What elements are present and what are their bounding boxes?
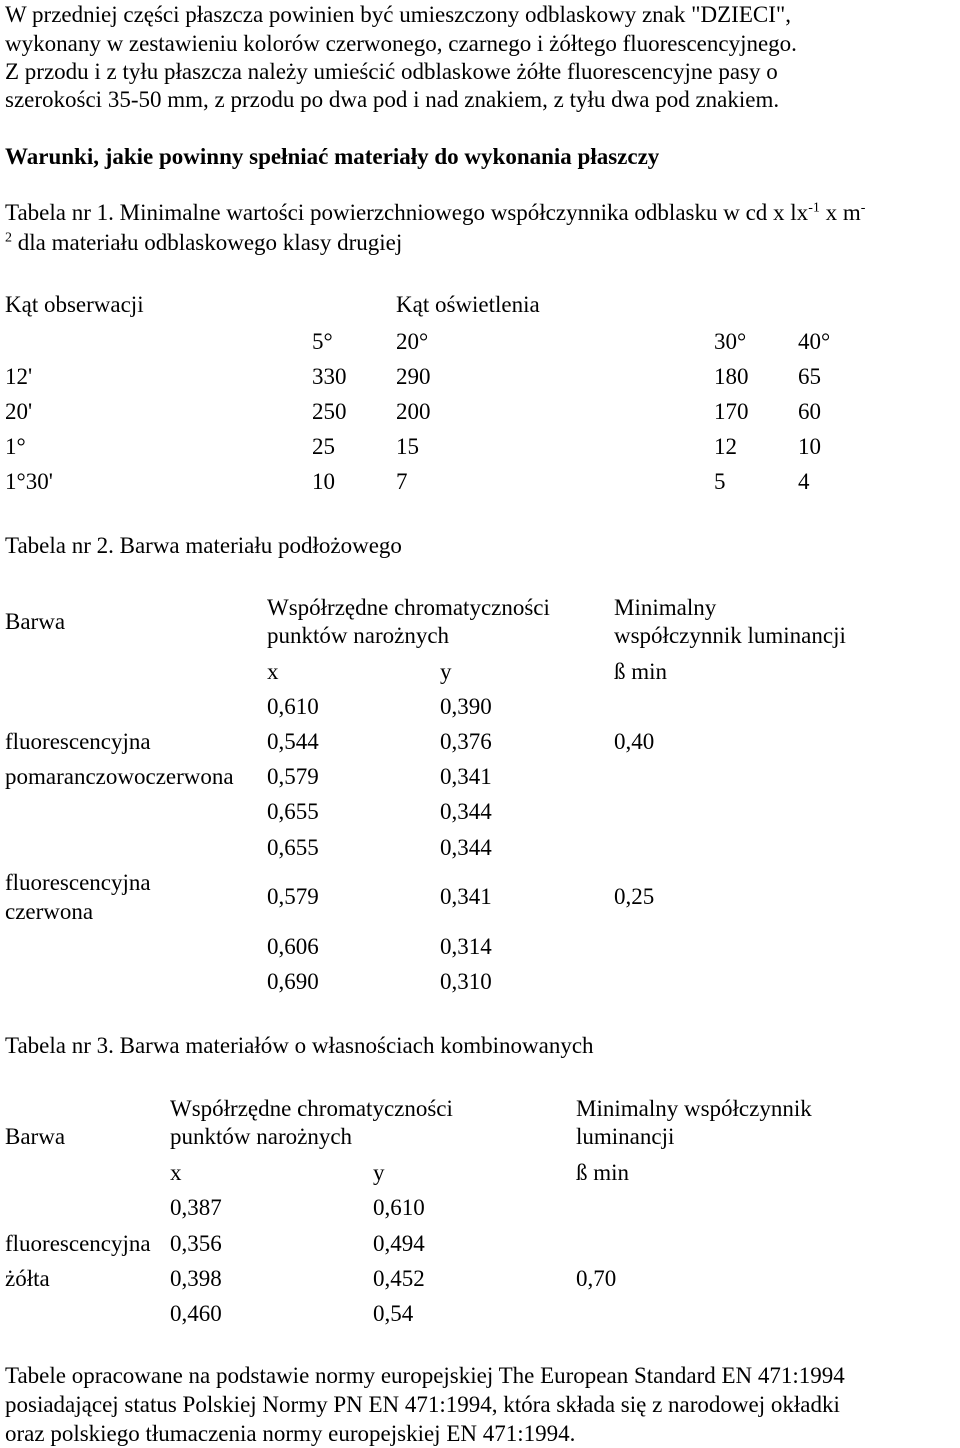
table3-caption: Tabela nr 3. Barwa materiałów o własnościach kombinowanych <box>5 1033 594 1058</box>
table3-header-luminance-line-1: Minimalny współczynnik <box>576 1096 812 1121</box>
table1-cell: 60 <box>798 399 821 424</box>
table1-cell: 170 <box>714 399 749 424</box>
table2-cell-x: 0,544 <box>267 729 319 754</box>
section-heading: Warunki, jakie powinny spełniać materiały do wykonania płaszczy <box>5 144 660 169</box>
table1-cell: 250 <box>312 399 347 424</box>
intro-line-2: wykonany w zestawieniu kolorów czerwonego, czarnego i żółtego fluorescencyjnego. <box>5 31 797 56</box>
footer-line-1: Tabele opracowane na podstawie normy europejskiej The European Standard EN 471:1994 <box>5 1363 845 1388</box>
table2-cell-x: 0,606 <box>267 934 319 959</box>
table3-header-coords-line-2: punktów narożnych <box>170 1124 353 1149</box>
table2-subheader-beta: ß min <box>614 659 668 684</box>
table1-angle-20: 20° <box>396 329 429 354</box>
table2-cell-x: 0,610 <box>267 694 319 719</box>
table2-cell-y: 0,314 <box>440 934 492 959</box>
table1-cell: 65 <box>798 364 821 389</box>
table1-cell: 200 <box>396 399 431 424</box>
table2-cell-y: 0,344 <box>440 835 492 860</box>
table3-header-luminance-line-2: luminancji <box>576 1124 675 1149</box>
table1-caption-unit: x m <box>819 200 861 225</box>
table1-cell: 10 <box>312 469 335 494</box>
table3-row-label: żółta <box>5 1266 50 1291</box>
table1-caption-line-1 <box>5 198 865 227</box>
footer-line-3: oraz polskiego tłumaczenia normy europejskiej EN 471:1994. <box>5 1421 576 1446</box>
table1-cell: 290 <box>396 364 431 389</box>
table2-cell-beta: 0,25 <box>614 884 655 909</box>
table3-cell-beta: 0,70 <box>576 1266 617 1291</box>
table1-row-angle: 12' <box>5 364 33 389</box>
table3-header-color: Barwa <box>5 1124 66 1149</box>
table2-header-coords-line-1: Współrzędne chromatyczności <box>267 595 550 620</box>
table2-row-label: pomaranczowoczerwona <box>5 764 234 789</box>
table2-subheader-x: x <box>267 659 279 684</box>
intro-line-1: W przedniej części płaszcza powinien być umieszczony odblaskowy znak "DZIECI", <box>5 2 792 27</box>
table2-cell-x: 0,579 <box>267 764 319 789</box>
table3-header-coords-line-1: Współrzędne chromatyczności <box>170 1096 453 1121</box>
table2-cell-x: 0,655 <box>267 835 319 860</box>
table2-cell-y: 0,376 <box>440 729 492 754</box>
table1-cell: 4 <box>798 469 810 494</box>
table1-cell: 12 <box>714 434 737 459</box>
intro-line-3: Z przodu i z tyłu płaszcza należy umieścić odblaskowe żółte fluorescencyjne pasy o <box>5 59 778 84</box>
table2-header-luminance-line-1: Minimalny <box>614 595 717 620</box>
table2-header-luminance-line-2: współczynnik luminancji <box>614 623 846 648</box>
table2-cell-x: 0,655 <box>267 799 319 824</box>
table1-cell: 25 <box>312 434 335 459</box>
table1-caption-superscript: -1 <box>808 200 820 216</box>
table2-header-coords-line-2: punktów narożnych <box>267 623 450 648</box>
table1-row-angle: 1°30' <box>5 469 53 494</box>
table1-caption-line-2 <box>5 228 402 257</box>
table1-caption-superscript-3: 2 <box>5 230 12 246</box>
table3-cell-x: 0,356 <box>170 1231 222 1256</box>
table2-cell-beta: 0,40 <box>614 729 655 754</box>
table3-cell-x: 0,460 <box>170 1301 222 1326</box>
table1-cell: 180 <box>714 364 749 389</box>
table2-cell-y: 0,310 <box>440 969 492 994</box>
table2-subheader-y: y <box>440 659 452 684</box>
table2-cell-x: 0,690 <box>267 969 319 994</box>
table1-angle-5: 5° <box>312 329 333 354</box>
table3-cell-x: 0,387 <box>170 1195 222 1220</box>
table1-angle-40: 40° <box>798 329 831 354</box>
table3-cell-y: 0,494 <box>373 1231 425 1256</box>
table3-subheader-x: x <box>170 1160 182 1185</box>
table2-caption: Tabela nr 2. Barwa materiału podłożowego <box>5 533 402 558</box>
table2-header-color: Barwa <box>5 609 66 634</box>
table1-caption-text-2: dla materiału odblaskowego klasy drugiej <box>12 230 403 255</box>
table3-cell-y: 0,452 <box>373 1266 425 1291</box>
table1-header-illumination: Kąt oświetlenia <box>396 292 540 317</box>
table3-subheader-y: y <box>373 1160 385 1185</box>
table2-row-label: fluorescencyjna <box>5 729 151 754</box>
footer-line-2: posiadającej status Polskiej Normy PN EN 471:1994, która składa się z narodowej okładki <box>5 1392 840 1417</box>
table3-cell-y: 0,54 <box>373 1301 414 1326</box>
table1-row-angle: 20' <box>5 399 33 424</box>
table2-cell-y: 0,344 <box>440 799 492 824</box>
table1-cell: 330 <box>312 364 347 389</box>
table2-row-label-line-1: fluorescencyjna <box>5 870 151 895</box>
table3-row-label: fluorescencyjna <box>5 1231 151 1256</box>
intro-line-4: szerokości 35-50 mm, z przodu po dwa pod i nad znakiem, z tyłu dwa pod znakiem. <box>5 87 780 112</box>
table2-cell-y: 0,390 <box>440 694 492 719</box>
table1-angle-30: 30° <box>714 329 747 354</box>
table1-cell: 10 <box>798 434 821 459</box>
table3-cell-x: 0,398 <box>170 1266 222 1291</box>
table1-cell: 7 <box>396 469 408 494</box>
table3-cell-y: 0,610 <box>373 1195 425 1220</box>
table3-subheader-beta: ß min <box>576 1160 630 1185</box>
table2-cell-y: 0,341 <box>440 764 492 789</box>
table1-row-angle: 1° <box>5 434 26 459</box>
table1-caption-superscript-2: - <box>860 200 866 216</box>
table2-cell-y: 0,341 <box>440 884 492 909</box>
table1-cell: 15 <box>396 434 419 459</box>
table2-row-label-line-2: czerwona <box>5 899 94 924</box>
table1-cell: 5 <box>714 469 726 494</box>
table1-header-observation: Kąt obserwacji <box>5 292 144 317</box>
table1-caption-text: Tabela nr 1. Minimalne wartości powierzchniowego współczynnika odblasku w cd x lx <box>5 200 809 225</box>
table2-cell-x: 0,579 <box>267 884 319 909</box>
